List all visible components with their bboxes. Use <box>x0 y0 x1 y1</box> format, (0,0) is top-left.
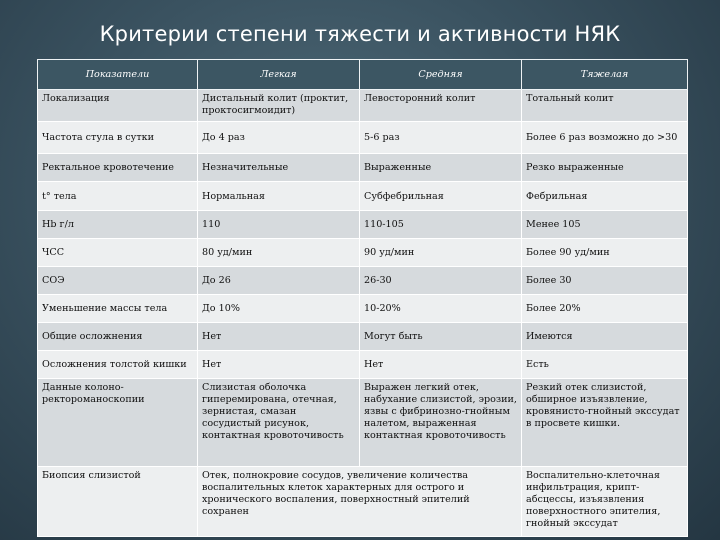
severity-criteria-table <box>37 59 688 537</box>
table-header-row <box>38 60 688 90</box>
table-row <box>38 323 688 351</box>
cell-severe: Есть <box>522 351 688 379</box>
row-label: Ректальное кровотечение <box>38 154 198 182</box>
cell-mild: 110 <box>198 211 360 239</box>
cell-moderate: 90 уд/мин <box>360 239 522 267</box>
cell-moderate: Выраженные <box>360 154 522 182</box>
cell-moderate: 5-6 раз <box>360 122 522 154</box>
cell-severe: Резко выраженные <box>522 154 688 182</box>
row-label: Общие осложнения <box>38 323 198 351</box>
cell-moderate: Нет <box>360 351 522 379</box>
table-row <box>38 351 688 379</box>
cell-mild: Дистальный колит (проктит, проктосигмоидит) <box>198 90 360 122</box>
table-row <box>38 379 688 467</box>
row-label: Частота стула в сутки <box>38 122 198 154</box>
table-row <box>38 182 688 211</box>
cell-moderate: 10-20% <box>360 295 522 323</box>
header-moderate: Средняя <box>360 60 522 90</box>
slide-title: Критерии степени тяжести и активности НЯК <box>99 22 621 46</box>
cell-mild: Нет <box>198 323 360 351</box>
cell-severe: Более 30 <box>522 267 688 295</box>
cell-moderate: Субфебрильная <box>360 182 522 211</box>
row-label: ЧСС <box>38 239 198 267</box>
cell-mild: До 10% <box>198 295 360 323</box>
cell-mild: Нормальная <box>198 182 360 211</box>
cell-moderate: Выражен легкий отек, набухание слизистой, эрозии, язвы с фибринозно-гнойным налетом, выраженная контактная кровоточивость <box>360 379 522 467</box>
row-label: Данные колоно-ректороманоскопии <box>38 379 198 467</box>
cell-mild: До 4 раз <box>198 122 360 154</box>
table-row <box>38 154 688 182</box>
row-label: Биопсия слизистой <box>38 467 198 537</box>
row-label: Локализация <box>38 90 198 122</box>
cell-mild: Нет <box>198 351 360 379</box>
table-row <box>38 211 688 239</box>
cell-severe: Фебрильная <box>522 182 688 211</box>
cell-mild: Незначительные <box>198 154 360 182</box>
cell-mild: До 26 <box>198 267 360 295</box>
table-row <box>38 122 688 154</box>
row-label: СОЭ <box>38 267 198 295</box>
cell-severe: Более 6 раз возможно до >30 <box>522 122 688 154</box>
cell-moderate: Могут быть <box>360 323 522 351</box>
cell-moderate: 110-105 <box>360 211 522 239</box>
cell-severe: Тотальный колит <box>522 90 688 122</box>
row-label: t° тела <box>38 182 198 211</box>
row-label: Уменьшение массы тела <box>38 295 198 323</box>
table-row <box>38 90 688 122</box>
cell-severe: Резкий отек слизистой, обширное изъязвление, кровянисто-гнойный экссудат в просвете кишки. <box>522 379 688 467</box>
cell-severe: Имеются <box>522 323 688 351</box>
cell-severe: Менее 105 <box>522 211 688 239</box>
cell-mild-moderate-merged: Отек, полнокровие сосудов, увеличение количества воспалительных клеток характерных для острого и хронического воспаления, поверхностный эпителий сохранен <box>198 467 522 537</box>
cell-severe: Более 20% <box>522 295 688 323</box>
table-row <box>38 239 688 267</box>
header-indicator: Показатели <box>38 60 198 90</box>
cell-moderate: 26-30 <box>360 267 522 295</box>
table-row <box>38 295 688 323</box>
row-label: Hb г/л <box>38 211 198 239</box>
row-label: Осложнения толстой кишки <box>38 351 198 379</box>
table-row <box>38 467 688 537</box>
cell-mild: 80 уд/мин <box>198 239 360 267</box>
cell-severe: Более 90 уд/мин <box>522 239 688 267</box>
cell-mild: Слизистая оболочка гиперемирована, отечная, зернистая, смазан сосудистый рисунок, контактная кровоточивость <box>198 379 360 467</box>
cell-moderate: Левосторонний колит <box>360 90 522 122</box>
header-severe: Тяжелая <box>522 60 688 90</box>
header-mild: Легкая <box>198 60 360 90</box>
table-row <box>38 267 688 295</box>
cell-severe: Воспалительно-клеточная инфильтрация, крипт-абсцессы, изъязвления поверхностного эпителия, гнойный экссудат <box>522 467 688 537</box>
